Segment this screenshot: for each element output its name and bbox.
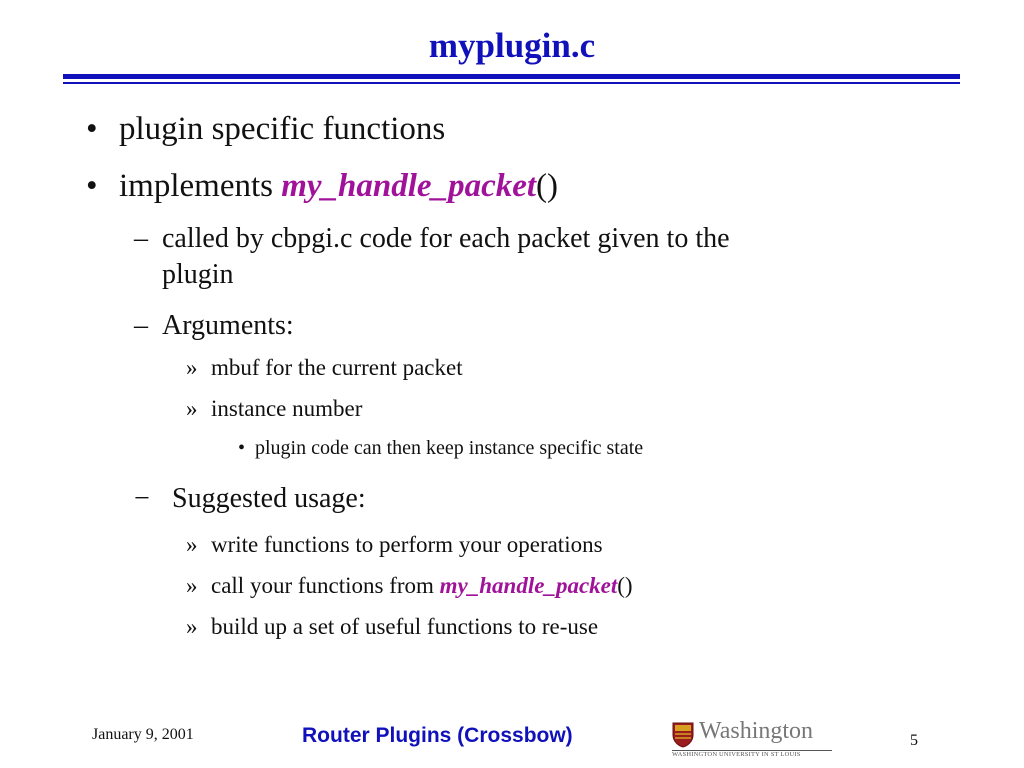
university-logo <box>672 718 832 758</box>
sub-suggested-usage <box>134 483 366 515</box>
detail-text: plugin code can then keep instance specific state <box>255 437 644 459</box>
arg-text: instance number <box>211 396 363 421</box>
slide-title: myplugin.c <box>428 26 596 65</box>
raquo-marker: » <box>186 573 198 598</box>
dash-marker: – <box>134 223 148 254</box>
title-rule-thin <box>63 82 960 84</box>
dash-marker: – <box>134 310 148 341</box>
usage-text <box>211 573 633 599</box>
raquo-marker: » <box>186 396 198 421</box>
usage-build <box>186 614 599 640</box>
bullet-marker: • <box>86 111 98 147</box>
title-rule-thick <box>63 74 960 79</box>
sub-text: Arguments: <box>162 310 294 341</box>
sub-text-line1: called by cbpgi.c code for each packet given to the <box>162 223 730 254</box>
function-name: my_handle_packet <box>439 573 618 598</box>
usage-call-text: call your functions from <box>211 573 440 598</box>
logo-name: Washington <box>699 718 814 744</box>
bullet-implements <box>86 168 559 205</box>
bullet-marker: • <box>238 437 246 459</box>
sub-called-by <box>134 223 730 255</box>
function-name: my_handle_packet <box>281 168 537 204</box>
implements-text: implements <box>119 168 282 204</box>
sub-text: Suggested usage: <box>172 483 366 514</box>
usage-text: write functions to perform your operations <box>211 532 603 557</box>
arg-instance-detail <box>238 437 644 460</box>
university-shield-icon <box>672 722 694 748</box>
logo-subtitle: WASHINGTON UNIVERSITY IN ST LOUIS <box>672 750 832 758</box>
bullet-plugin-functions <box>86 111 446 148</box>
parens: () <box>617 573 633 598</box>
footer-title: Router Plugins (Crossbow) <box>302 724 573 747</box>
usage-call <box>186 573 633 599</box>
bullet-marker: • <box>86 168 98 204</box>
dash-marker: − <box>134 483 150 514</box>
usage-text: build up a set of useful functions to re-use <box>211 614 599 639</box>
arg-mbuf <box>186 355 463 381</box>
parens: () <box>536 168 559 204</box>
sub-arguments <box>134 310 294 342</box>
arg-instance <box>186 396 363 422</box>
page-number: 5 <box>910 732 918 749</box>
bullet-text: plugin specific functions <box>119 111 446 147</box>
raquo-marker: » <box>186 614 198 639</box>
raquo-marker: » <box>186 532 198 557</box>
usage-write <box>186 532 603 558</box>
sub-called-by-line2: plugin <box>162 259 234 290</box>
bullet-text <box>119 168 558 205</box>
raquo-marker: » <box>186 355 198 380</box>
arg-text: mbuf for the current packet <box>211 355 463 380</box>
footer-date: January 9, 2001 <box>92 726 194 743</box>
